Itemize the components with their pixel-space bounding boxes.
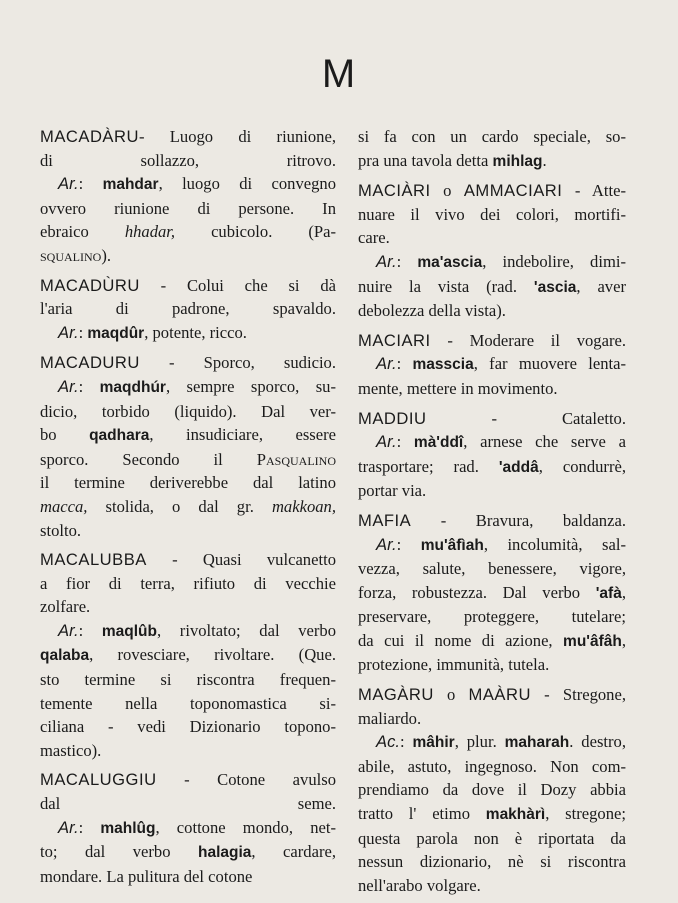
dictionary-entry xyxy=(358,125,626,173)
entry-text: : xyxy=(396,354,413,374)
language-abbrev: Ar. xyxy=(376,432,397,452)
headword: MAGÀRU xyxy=(358,685,434,705)
entry-line xyxy=(40,471,336,495)
entry-text: stolto. xyxy=(40,520,82,540)
headword: MADDIU xyxy=(358,408,427,428)
entry-text: mondare. La pulitura del cotone xyxy=(40,866,253,886)
entry-line xyxy=(358,179,626,203)
entry-text: debolezza della vista). xyxy=(358,301,506,321)
entry-text: - Bravura, baldanza. xyxy=(411,510,626,530)
entry-text: o xyxy=(433,685,469,705)
entry-text: - Colui che si dà xyxy=(139,275,336,295)
entry-line xyxy=(358,430,626,455)
entry-text: preservare, proteggere, tutelare; xyxy=(358,607,626,627)
entry-text: , potente, ricco. xyxy=(144,322,247,342)
entry-text: - Stregone, xyxy=(530,685,626,705)
arabic-term: mihlag xyxy=(492,152,543,170)
entry-text: ovvero riunione di persone. In xyxy=(40,198,336,218)
entry-line xyxy=(40,768,336,792)
entry-text: , cottone mondo, net- xyxy=(155,817,336,837)
entry-line xyxy=(40,197,336,221)
entry-line xyxy=(40,274,336,298)
entry-text: questa parola non è riportata da xyxy=(358,828,626,848)
entry-text: pra una tavola detta xyxy=(358,150,493,170)
entry-text: - Luogo di riunione, xyxy=(138,127,336,146)
entry-line xyxy=(358,653,626,677)
entry-line xyxy=(358,605,626,629)
entry-text: mente, mettere in movimento. xyxy=(358,378,558,398)
headword: AMMACIARI xyxy=(463,181,563,201)
entry-text: , condurrè, xyxy=(538,456,626,476)
entry-text: l'aria di padrone, spavaldo. xyxy=(40,299,336,319)
headword: MAFIA xyxy=(358,510,412,530)
entry-line xyxy=(358,275,626,300)
entry-text: , incolumità, sal- xyxy=(483,534,626,554)
entry-text: : xyxy=(399,732,413,752)
entry-line xyxy=(358,778,626,802)
arabic-term: mà'ddî xyxy=(413,434,464,452)
entry-line xyxy=(40,595,336,619)
arabic-term: makhàrì xyxy=(485,806,546,824)
dictionary-entry xyxy=(40,548,336,762)
entry-text: nuare il vivo dei colori, mortifi- xyxy=(358,204,626,224)
entry-text: maliardo. xyxy=(358,708,422,728)
entry-text: : xyxy=(78,174,103,194)
entry-text: - Quasi vulcanetto xyxy=(146,550,336,570)
entry-text: prendiamo da dove il Dozy abbia xyxy=(358,780,626,800)
entry-text: , aver xyxy=(576,276,626,296)
entry-text: , sempre sporco, su- xyxy=(165,376,336,396)
italic-term: hhadar, xyxy=(124,222,176,242)
entry-text: bo xyxy=(40,425,90,445)
entry-line xyxy=(358,226,626,250)
entry-text: dal seme. xyxy=(40,794,336,814)
arabic-term: mahdar xyxy=(102,176,159,194)
entry-line xyxy=(40,668,336,692)
entry-text: trasportare; rad. xyxy=(358,456,499,476)
entry-text: , stregone; xyxy=(545,804,626,824)
entry-text: : xyxy=(396,534,421,554)
headword: MACALUBBA xyxy=(40,550,147,570)
entry-line xyxy=(40,375,336,400)
entry-text: care. xyxy=(358,228,390,248)
entry-text: dicio, torbido (liquido). Dal ver- xyxy=(40,401,336,421)
arabic-term: maqdhúr xyxy=(99,378,166,396)
entry-line xyxy=(40,548,336,572)
arabic-term: mâhir xyxy=(412,734,455,752)
entry-line xyxy=(40,423,336,448)
entry-text: : xyxy=(78,817,101,837)
entry-line xyxy=(40,495,336,519)
entry-text: , luogo di convegno xyxy=(158,174,336,194)
entry-text: , rivoltato; dal verbo xyxy=(157,620,337,640)
entry-text: ). xyxy=(101,245,112,265)
entry-line xyxy=(358,149,626,174)
headword: MACADÙRU xyxy=(40,275,140,295)
entry-line xyxy=(358,827,626,851)
headword: MACALUGGIU xyxy=(40,770,157,790)
entry-text: o xyxy=(430,181,464,201)
entry-line xyxy=(358,850,626,874)
entry-text: ebraico xyxy=(40,222,125,242)
entry-text: , insudiciare, essere xyxy=(149,425,336,445)
entry-text: : xyxy=(78,376,100,396)
entry-line xyxy=(358,352,626,377)
entry-line xyxy=(40,172,336,197)
entry-line xyxy=(40,840,336,865)
author-name: Pasqualino xyxy=(256,449,336,469)
entry-text: sto termine si riscontra frequen- xyxy=(40,670,336,690)
entry-text: , plur. xyxy=(454,732,505,752)
arabic-term: maqlûb xyxy=(101,622,157,640)
entry-line xyxy=(40,739,336,763)
entry-line xyxy=(40,792,336,816)
entry-text: - Cataletto. xyxy=(426,408,626,428)
entry-text: , xyxy=(621,630,626,650)
entry-line xyxy=(40,149,336,173)
author-name: squalino xyxy=(40,245,102,265)
entry-line xyxy=(358,802,626,827)
entry-text: da cui il nome di azione, xyxy=(358,630,564,650)
arabic-term: mu'âfìah xyxy=(420,536,484,554)
entry-text: forza, robustezza. Dal verbo xyxy=(358,582,596,602)
entry-line xyxy=(40,865,336,889)
entry-text: . xyxy=(542,150,547,170)
arabic-term: maqdûr xyxy=(87,324,145,342)
italic-term: macca, xyxy=(40,496,88,516)
entry-line xyxy=(40,321,336,346)
entry-text: sporco. Secondo il xyxy=(40,449,257,469)
entry-text: vezza, salute, benessere, vigore, xyxy=(358,559,626,579)
entry-line xyxy=(358,557,626,581)
entry-line xyxy=(358,730,626,755)
headword: MACADÀRU xyxy=(40,127,139,146)
dictionary-entry xyxy=(358,407,626,503)
entry-text: , cardare, xyxy=(251,842,336,862)
dictionary-entry xyxy=(358,509,626,677)
entry-line xyxy=(40,244,336,268)
entry-text: portar via. xyxy=(358,481,427,501)
language-abbrev: Ar. xyxy=(58,174,79,194)
entry-text: - Atte- xyxy=(562,181,626,201)
entry-text: : xyxy=(396,251,418,271)
arabic-term: halagia xyxy=(197,844,252,862)
italic-term: makkoan, xyxy=(271,496,336,516)
arabic-term: 'afà xyxy=(595,584,622,602)
entry-line xyxy=(358,533,626,558)
entry-line xyxy=(40,715,336,739)
entry-line xyxy=(358,581,626,606)
entry-text: , rovesciare, rivoltare. (Que. xyxy=(89,645,336,665)
entry-line xyxy=(358,203,626,227)
entry-text: a fior di terra, rifiuto di vecchie xyxy=(40,573,336,593)
entry-text: abile, astuto, ingegnoso. Non com- xyxy=(358,756,626,776)
language-abbrev: Ar. xyxy=(376,534,397,554)
entry-text: ciliana - vedi Dizionario topono- xyxy=(40,717,336,737)
entry-line xyxy=(40,297,336,321)
entry-text: to; dal verbo xyxy=(40,842,198,862)
entry-text: protezione, immunità, tutela. xyxy=(358,655,550,675)
entry-line xyxy=(40,643,336,668)
dictionary-entry xyxy=(358,329,626,401)
headword: MACIARI xyxy=(358,330,431,350)
arabic-term: 'addâ xyxy=(498,458,539,476)
entry-text: cubicolo. (Pa- xyxy=(175,222,336,242)
entry-text: si fa con un cardo speciale, so- xyxy=(358,127,626,146)
entry-line xyxy=(358,755,626,779)
entry-line xyxy=(40,125,336,149)
arabic-term: qalaba xyxy=(40,647,90,665)
entry-line xyxy=(40,448,336,472)
entry-line xyxy=(358,874,626,898)
entry-line xyxy=(40,619,336,644)
entry-line xyxy=(40,400,336,424)
headword: MACIÀRI xyxy=(358,181,431,201)
language-abbrev: Ar. xyxy=(58,817,79,837)
dictionary-entry xyxy=(358,179,626,323)
arabic-term: maharah xyxy=(504,734,570,752)
entry-text: , arnese che serve a xyxy=(463,432,626,452)
entry-text: stolida, o dal gr. xyxy=(87,496,272,516)
language-abbrev: Ac. xyxy=(376,732,400,752)
language-abbrev: Ar. xyxy=(376,354,397,374)
arabic-term: qadhara xyxy=(89,427,150,445)
dictionary-entry xyxy=(358,683,626,897)
entry-text: il termine deriverebbe dal latino xyxy=(40,473,336,493)
entry-text: mastico). xyxy=(40,740,102,760)
entry-line xyxy=(358,629,626,654)
entry-line xyxy=(358,509,626,533)
entry-line xyxy=(40,519,336,543)
entry-text: nell'arabo volgare. xyxy=(358,875,481,895)
entry-text: nessun dizionario, nè si riscontra xyxy=(358,852,626,872)
language-abbrev: Ar. xyxy=(376,251,397,271)
entry-line xyxy=(358,455,626,480)
entry-line xyxy=(358,683,626,707)
entry-text: , far muovere lenta- xyxy=(473,354,627,374)
entry-text: , indebolire, dimi- xyxy=(482,251,626,271)
arabic-term: mahlûg xyxy=(100,819,156,837)
entry-text: , xyxy=(621,582,626,602)
entry-line xyxy=(40,351,336,375)
entry-line xyxy=(358,125,626,149)
entry-line xyxy=(358,707,626,731)
entry-text: - Moderare il vogare. xyxy=(430,330,626,350)
language-abbrev: Ar. xyxy=(58,322,79,342)
headword: MACADURU xyxy=(40,353,140,373)
entry-line xyxy=(40,572,336,596)
entry-line xyxy=(40,692,336,716)
left-column xyxy=(40,125,336,894)
entry-line xyxy=(358,250,626,275)
right-column xyxy=(358,125,626,903)
entry-text: : xyxy=(78,322,88,342)
entry-line xyxy=(40,220,336,244)
entry-text: - Sporco, sudicio. xyxy=(139,353,336,373)
dictionary-entry xyxy=(40,768,336,888)
arabic-term: masscia xyxy=(412,356,474,374)
entry-line xyxy=(358,407,626,431)
language-abbrev: Ar. xyxy=(58,620,79,640)
entry-text: tratto l' etimo xyxy=(358,804,486,824)
entry-text: nuire la vista (rad. xyxy=(358,276,534,296)
entry-text: temente nella toponomastica si- xyxy=(40,693,336,713)
headword: MAÀRU xyxy=(468,685,531,705)
entry-line xyxy=(40,816,336,841)
language-abbrev: Ar. xyxy=(58,376,79,396)
entry-line xyxy=(358,329,626,353)
arabic-term: 'ascia xyxy=(533,278,577,296)
entry-text: : xyxy=(78,620,102,640)
entry-line xyxy=(358,299,626,323)
entry-text: - Cotone avulso xyxy=(156,770,336,790)
dictionary-entry xyxy=(40,125,336,268)
entry-text: . destro, xyxy=(569,732,626,752)
entry-line xyxy=(358,479,626,503)
entry-text: : xyxy=(396,432,414,452)
entry-text: zolfare. xyxy=(40,597,91,617)
entry-text: di sollazzo, ritrovo. xyxy=(40,150,336,170)
entry-line xyxy=(358,377,626,401)
dictionary-entry xyxy=(40,274,336,346)
arabic-term: ma'ascia xyxy=(417,253,483,271)
section-letter: M xyxy=(321,52,357,96)
arabic-term: mu'âfâh xyxy=(563,632,622,650)
dictionary-entry xyxy=(40,351,336,542)
